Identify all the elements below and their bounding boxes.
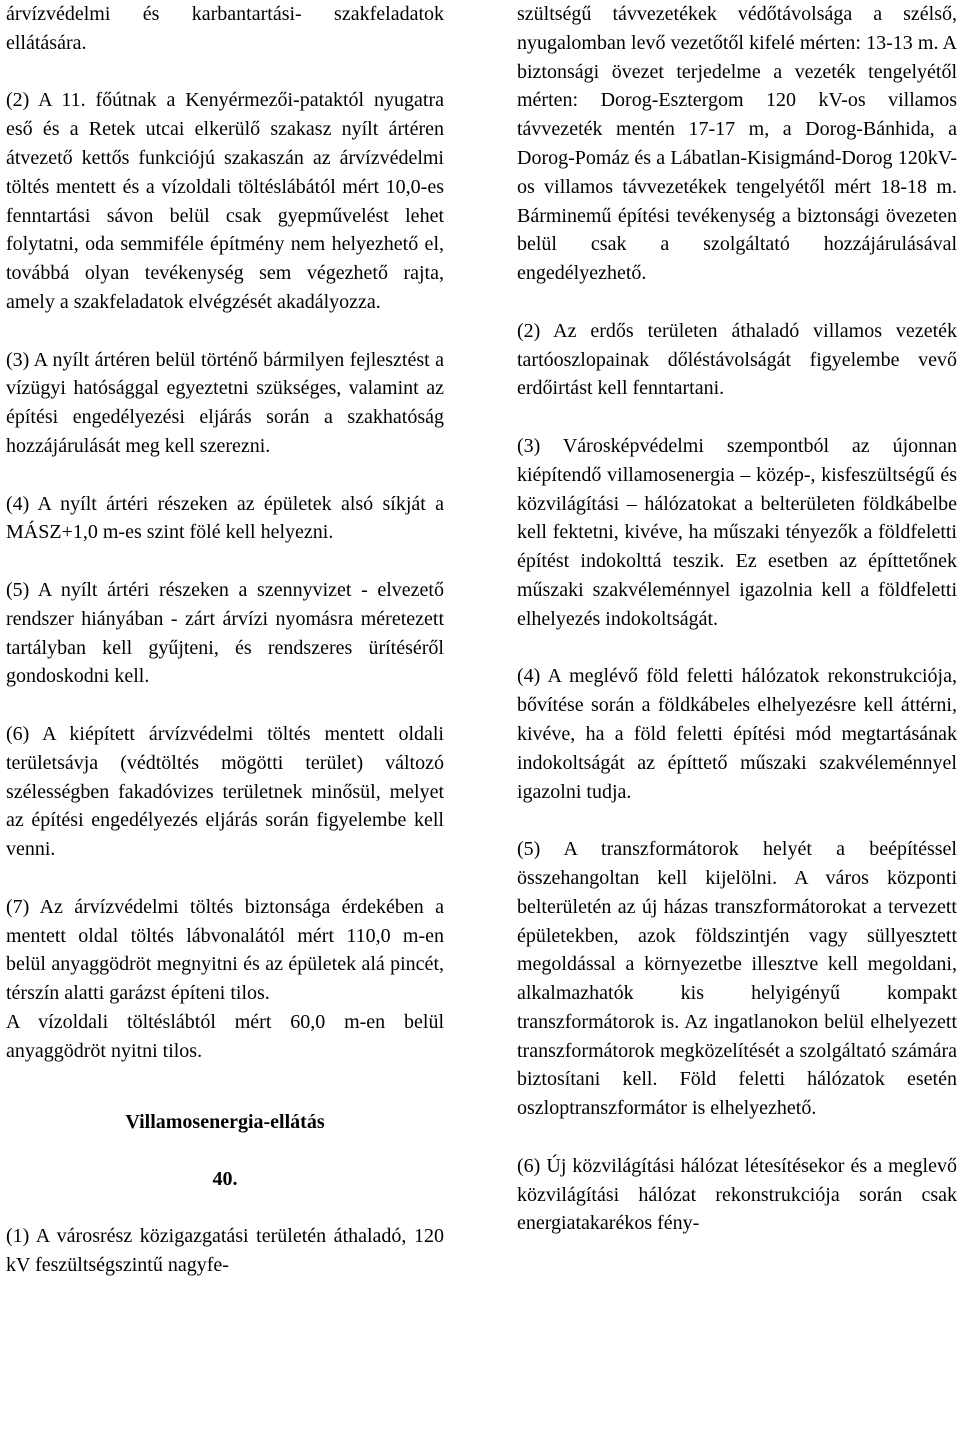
paragraph-40-4: (4) A meglévő föld feletti hálózatok rekonstrukciója, bővítése során a földkábeles elhelyezésre kell áttérni, kivéve, ha a föld feletti építési mód megtartásának indokoltságát az építtető műszaki szakvéleménnyel igazolni tudja. <box>517 665 957 803</box>
paragraph-2: (2) A 11. főútnak a Kenyérmezői-pataktól nyugatra eső és a Retek utcai elkerülő szakasz nyílt ártéren átvezető kettős funkciójú szakaszán az árvízvédelmi töltés mentett és a vízoldali töltéslábától mért 10,0-es fenntartási sávon belül csak gyepművelést lehet folytatni, oda semmiféle építmény nem helyezhető el, továbbá olyan tevékenység sem végezhető rajta, amely a szakfeladatok elvégzését akadályozza. <box>6 89 444 313</box>
right-column <box>517 0 957 1238</box>
paragraph-4: (4) A nyílt ártéri részeken az épületek alsó síkját a MÁSZ+1,0 m-es szint fölé kell helyezni. <box>6 492 444 544</box>
paragraph-3: (3) A nyílt ártéren belül történő bármilyen fejlesztést a vízügyi hatósággal egyeztetni szükséges, valamint az építési engedélyezési eljárás során a szakhatóság hozzájárulását meg kell szerezni. <box>6 348 444 457</box>
left-column <box>6 0 444 1280</box>
paragraph-7-continued: A vízoldali töltéslábtól mért 60,0 m-en belül anyaggödröt nyitni tilos. <box>6 1010 444 1062</box>
paragraph-continued: szültségű távvezetékek védőtávolsága a szélső, nyugalomban levő vezetőtől kifelé mérten: 13-13 m. A biztonsági övezet terjedelme a vezeték tengelyétől mérten: Dorog-Esztergom 120 kV-os villamos távvezeték mentén 17-17 m, a Dorog-Bánhida, a Dorog-Pomáz és a Lábatlan-Kisigmánd-Dorog 120kV-os villamos távvezetékek tengelyétől mért 18-18 m. Bárminemű építési tevékenység a biztonsági övezeten belül csak a szolgáltató hozzájárulásával engedélyezhető. <box>517 3 957 285</box>
section-number: 40. <box>212 1168 238 1191</box>
paragraph-40-2: (2) Az erdős területen áthaladó villamos vezeték tartóoszlopainak dőléstávolságát figyelembe vevő erdőirtást kell fenntartani. <box>517 319 957 400</box>
section-title: Villamosenergia-ellátás <box>125 1111 325 1134</box>
paragraph-40-6: (6) Új közvilágítási hálózat létesítésekor és a meglevő közvilágítási hálózat rekonstrukciója során csak energiatakarékos fény- <box>517 1154 957 1235</box>
paragraph-40-1: (1) A városrész közigazgatási területén áthaladó, 120 kV feszültségszintű nagyfe- <box>6 1225 444 1276</box>
paragraph-6: (6) A kiépített árvízvédelmi töltés mentett oldali területsávja (védtöltés mögötti terület) változó szélességben fakadóvizes területnek minősül, melyet az építési engedélyezés eljárás során figyelembe kell venni. <box>6 722 444 861</box>
paragraph-40-5: (5) A transzformátorok helyét a beépítéssel összehangoltan kell kijelölni. A város központi belterületén az új házas transzformátorokat a tervezett épületekben, azok földszintjén vagy süllyesztett megoldással a környezetbe illesztve kell megoldani, alkalmazhatók kis helyigényű kompakt transzformátorok is. Az ingatlanokon belül elhelyezett transzformátorok megközelítését a szolgáltató számára biztosítani kell. Föld feletti hálózatok esetén oszloptranszformátor is elhelyezhető. <box>517 838 957 1120</box>
paragraph-5: (5) A nyílt ártéri részeken a szennyvizet - elvezető rendszer hiányában - zárt árvízi nyomásra méretezett tartályban kell gyűjteni, és rendszeres ürítéséről gondoskodni kell. <box>6 578 444 688</box>
paragraph-7: (7) Az árvízvédelmi töltés biztonsága érdekében a mentett oldal töltés lábvonalától mért 110,0 m-en belül anyaggödröt megnyitni és az épületek alá pincét, térszín alatti garázst építeni tilos. <box>6 895 444 1005</box>
paragraph-intro: árvízvédelmi és karbantartási- szakfeladatok ellátására. <box>6 3 444 54</box>
paragraph-40-3: (3) Városképvédelmi szempontból az újonnan kiépítendő villamosenergia – közép-, kisfeszültségű és közvilágítási – hálózatokat a belterületen földkábelbe kell fektetni, kivéve, ha műszaki tényezők a földfeletti építést indokolttá teszik. Ez esetben az építtetőnek műszaki szakvéleménnyel igazolnia kell a földfeletti elhelyezés indokoltságát. <box>517 434 957 630</box>
